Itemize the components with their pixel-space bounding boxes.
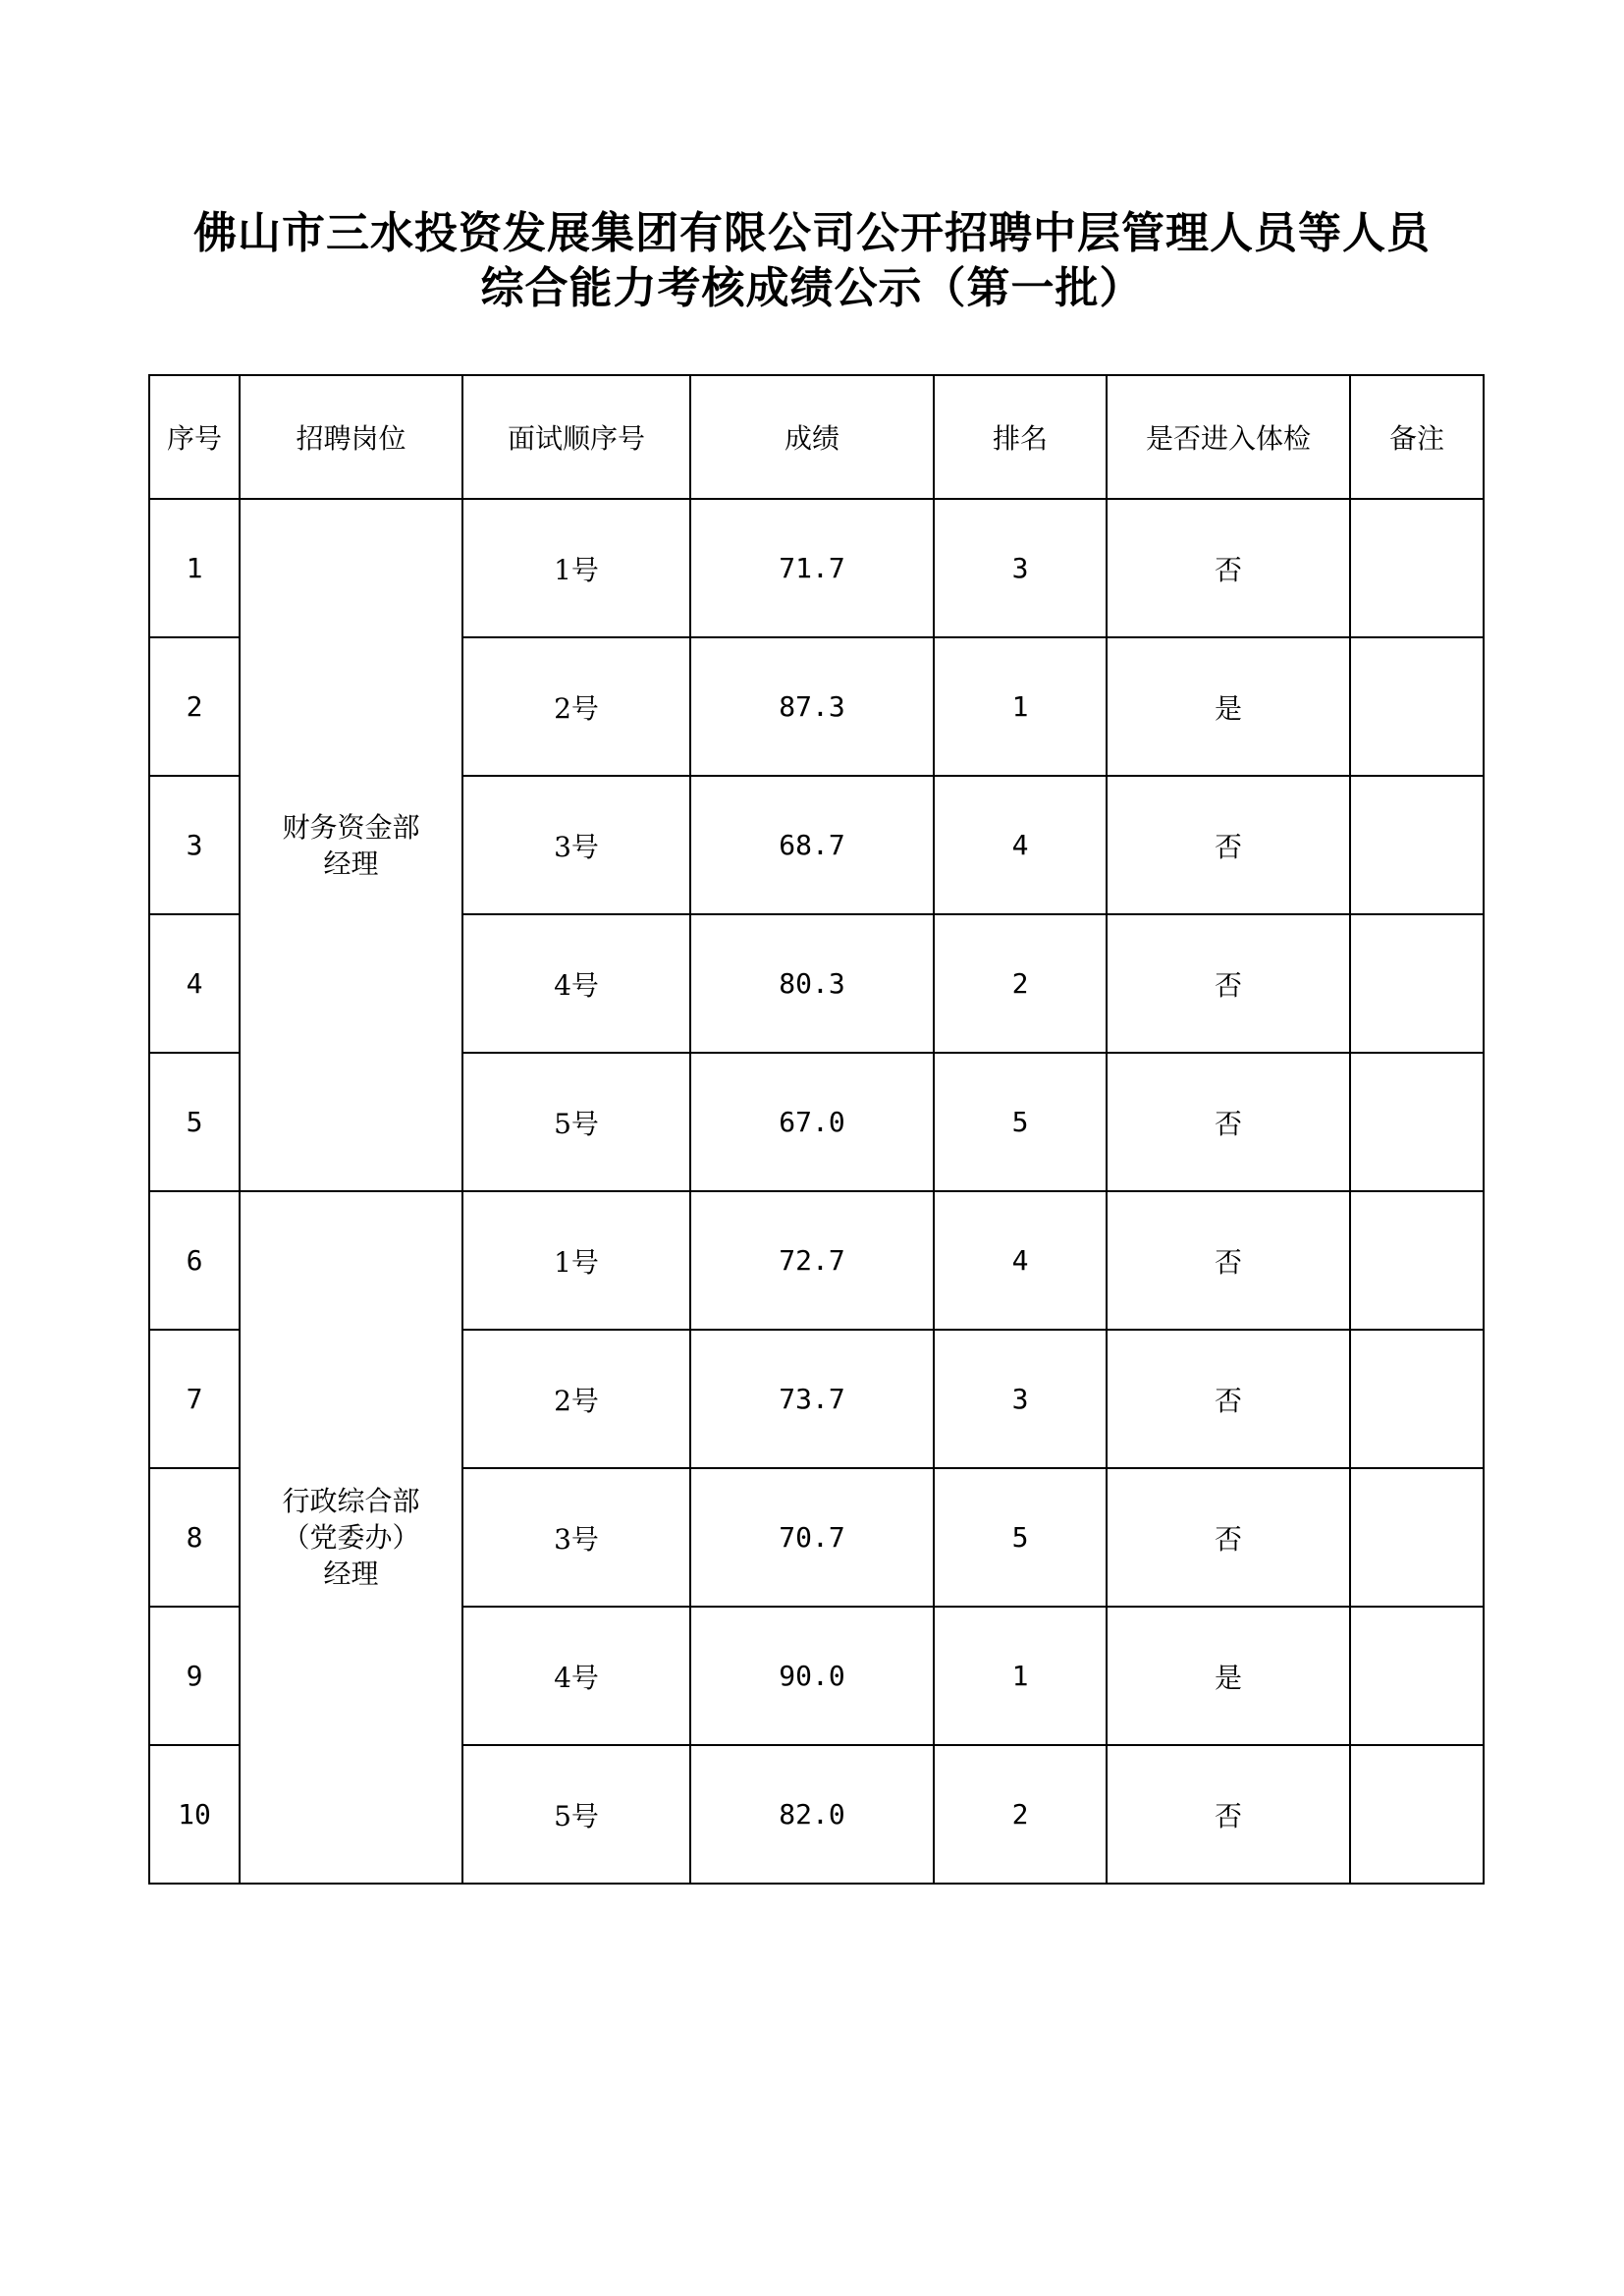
remark-cell bbox=[1350, 499, 1484, 637]
position-line: 财务资金部 bbox=[282, 810, 420, 844]
exam-cell: 否 bbox=[1107, 776, 1350, 914]
seq-cell: 8 bbox=[149, 1468, 240, 1607]
table-row bbox=[149, 1191, 1484, 1330]
rank-cell: 2 bbox=[934, 1745, 1107, 1884]
remark-cell bbox=[1350, 1330, 1484, 1468]
position-cell bbox=[240, 499, 462, 1191]
score-cell: 72.7 bbox=[690, 1191, 934, 1330]
table-row bbox=[149, 499, 1484, 637]
rank-cell: 3 bbox=[934, 1330, 1107, 1468]
document-title-line-1: 佛山市三水投资发展集团有限公司公开招聘中层管理人员等人员 bbox=[193, 208, 1431, 258]
rank-cell: 5 bbox=[934, 1053, 1107, 1191]
header-position: 招聘岗位 bbox=[240, 375, 462, 499]
remark-cell bbox=[1350, 1191, 1484, 1330]
exam-cell: 否 bbox=[1107, 1053, 1350, 1191]
rank-cell: 4 bbox=[934, 776, 1107, 914]
score-cell: 70.7 bbox=[690, 1468, 934, 1607]
order-cell: 2号 bbox=[462, 1330, 690, 1468]
order-cell: 1号 bbox=[462, 1191, 690, 1330]
rank-cell: 4 bbox=[934, 1191, 1107, 1330]
order-cell: 4号 bbox=[462, 914, 690, 1053]
order-cell: 5号 bbox=[462, 1053, 690, 1191]
exam-cell: 否 bbox=[1107, 914, 1350, 1053]
position-line: 行政综合部 bbox=[282, 1485, 420, 1517]
seq-cell: 3 bbox=[149, 776, 240, 914]
exam-cell: 否 bbox=[1107, 1330, 1350, 1468]
score-cell: 67.0 bbox=[690, 1053, 934, 1191]
score-cell: 87.3 bbox=[690, 637, 934, 776]
remark-cell bbox=[1350, 1745, 1484, 1884]
rank-cell: 3 bbox=[934, 499, 1107, 637]
order-cell: 3号 bbox=[462, 1468, 690, 1607]
header-medical-exam: 是否进入体检 bbox=[1107, 375, 1350, 499]
position-line: （党委办） bbox=[282, 1521, 420, 1554]
score-cell: 71.7 bbox=[690, 499, 934, 637]
score-table bbox=[148, 374, 1485, 1885]
header-seq: 序号 bbox=[149, 375, 240, 499]
score-cell: 68.7 bbox=[690, 776, 934, 914]
exam-cell: 否 bbox=[1107, 1191, 1350, 1330]
seq-cell: 2 bbox=[149, 637, 240, 776]
rank-cell: 2 bbox=[934, 914, 1107, 1053]
position-cell bbox=[240, 1191, 462, 1884]
header-rank: 排名 bbox=[934, 375, 1107, 499]
remark-cell bbox=[1350, 1607, 1484, 1745]
seq-cell: 5 bbox=[149, 1053, 240, 1191]
score-cell: 90.0 bbox=[690, 1607, 934, 1745]
order-cell: 2号 bbox=[462, 637, 690, 776]
remark-cell bbox=[1350, 1053, 1484, 1191]
score-cell: 82.0 bbox=[690, 1745, 934, 1884]
exam-cell: 否 bbox=[1107, 1468, 1350, 1607]
exam-cell: 是 bbox=[1107, 637, 1350, 776]
remark-cell bbox=[1350, 637, 1484, 776]
position-line: 经理 bbox=[323, 847, 379, 880]
header-interview-order: 面试顺序号 bbox=[462, 375, 690, 499]
header-row bbox=[149, 375, 1484, 499]
rank-cell: 1 bbox=[934, 637, 1107, 776]
remark-cell bbox=[1350, 1468, 1484, 1607]
exam-cell: 否 bbox=[1107, 1745, 1350, 1884]
seq-cell: 10 bbox=[149, 1745, 240, 1884]
remark-cell bbox=[1350, 776, 1484, 914]
rank-cell: 1 bbox=[934, 1607, 1107, 1745]
order-cell: 5号 bbox=[462, 1745, 690, 1884]
order-cell: 4号 bbox=[462, 1607, 690, 1745]
seq-cell: 6 bbox=[149, 1191, 240, 1330]
header-score: 成绩 bbox=[690, 375, 934, 499]
rank-cell: 5 bbox=[934, 1468, 1107, 1607]
seq-cell: 4 bbox=[149, 914, 240, 1053]
document-title-line-2: 综合能力考核成绩公示（第一批） bbox=[480, 263, 1144, 313]
seq-cell: 7 bbox=[149, 1330, 240, 1468]
seq-cell: 1 bbox=[149, 499, 240, 637]
header-remark: 备注 bbox=[1350, 375, 1484, 499]
exam-cell: 否 bbox=[1107, 499, 1350, 637]
seq-cell: 9 bbox=[149, 1607, 240, 1745]
score-cell: 80.3 bbox=[690, 914, 934, 1053]
exam-cell: 是 bbox=[1107, 1607, 1350, 1745]
remark-cell bbox=[1350, 914, 1484, 1053]
order-cell: 1号 bbox=[462, 499, 690, 637]
position-line: 经理 bbox=[323, 1558, 379, 1590]
score-cell: 73.7 bbox=[690, 1330, 934, 1468]
order-cell: 3号 bbox=[462, 776, 690, 914]
